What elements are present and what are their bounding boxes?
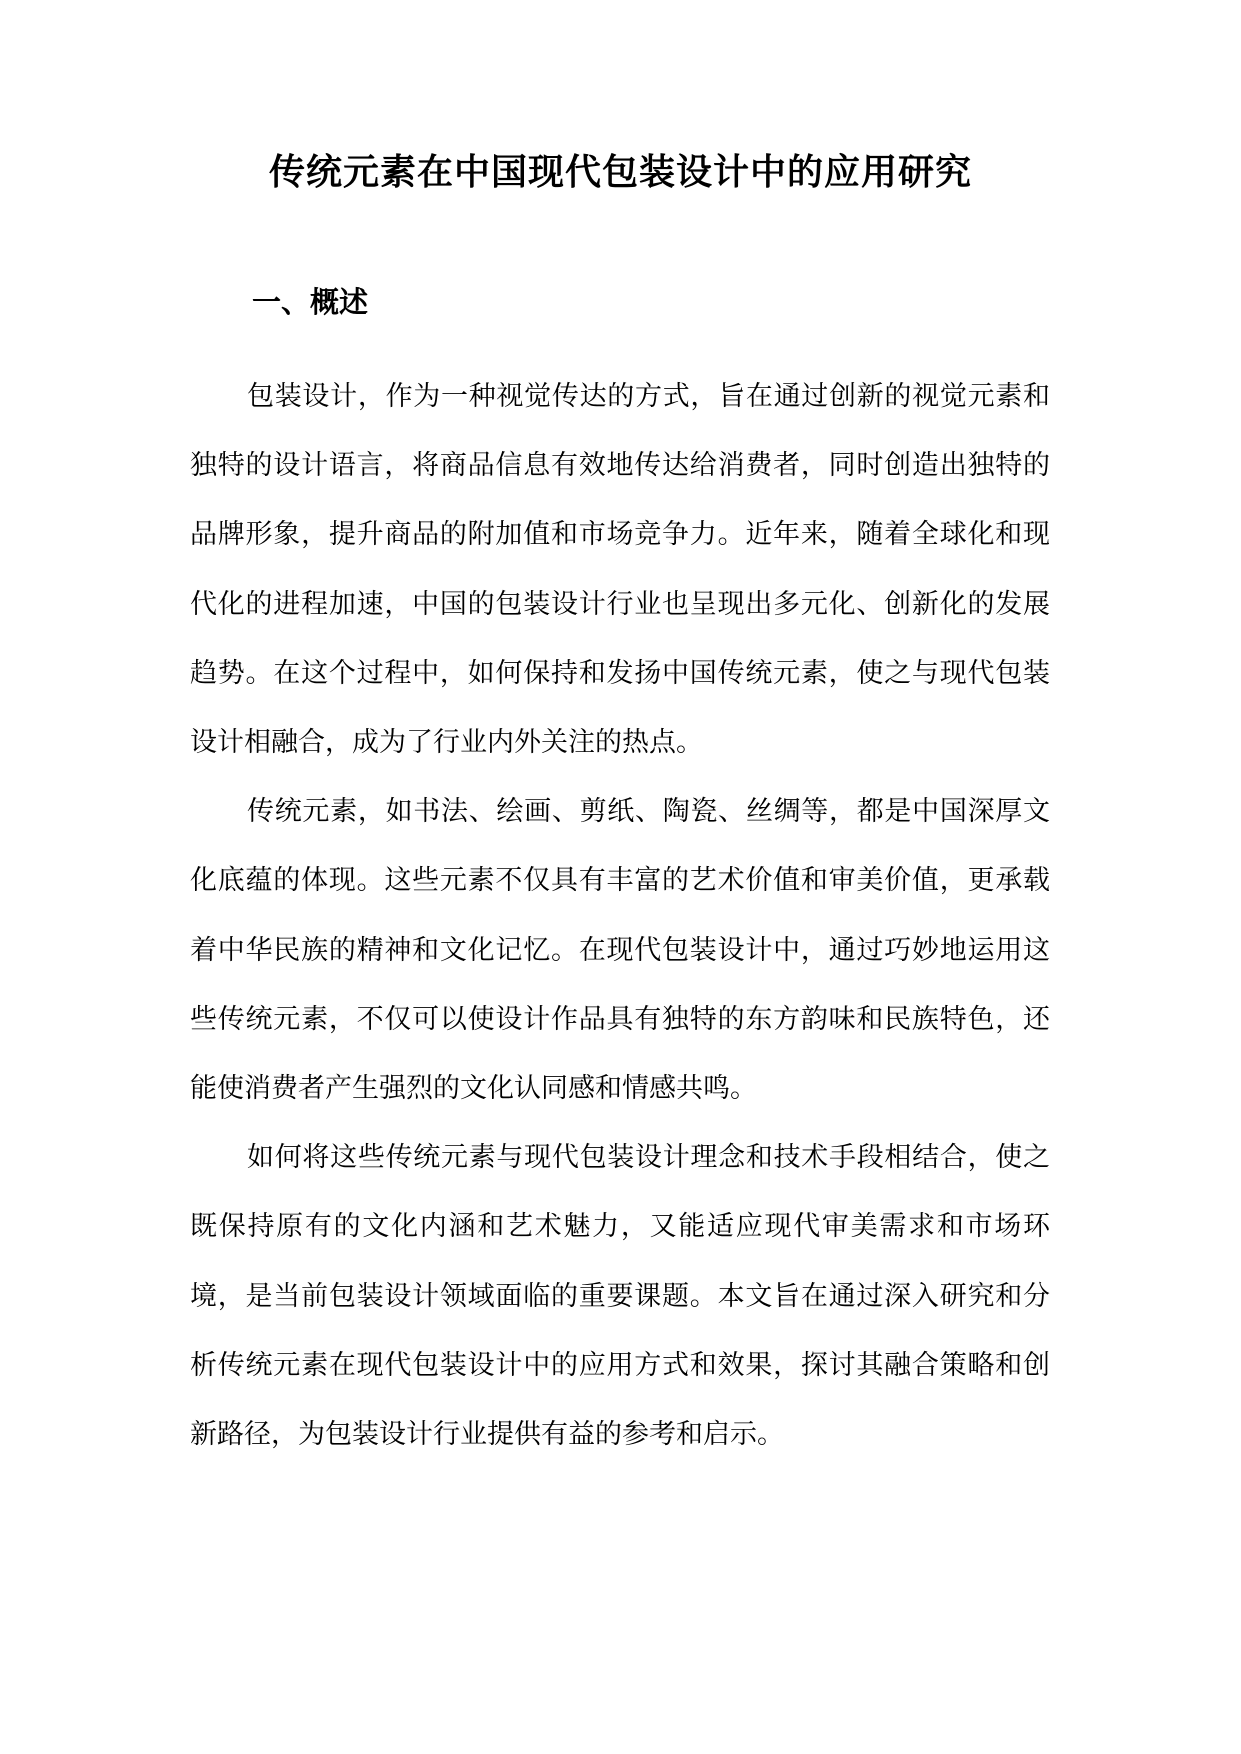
section-heading: 一、概述 <box>252 285 369 319</box>
paragraph-3: 如何将这些传统元素与现代包装设计理念和技术手段相结合，使之既保持原有的文化内涵和艺术魅力，又能适应现代审美需求和市场环境，是当前包装设计领域面临的重要课题。本文旨在通过深入研究和分析传统元素在现代包装设计中的应用方式和效果，探讨其融合策略和创新路径，为包装设计行业提供有益的参考和启示。 <box>190 1142 1050 1451</box>
document-title: 传统元素在中国现代包装设计中的应用研究 <box>268 152 972 193</box>
document-body <box>190 362 1050 1469</box>
paragraph-2: 传统元素，如书法、绘画、剪纸、陶瓷、丝绸等，都是中国深厚文化底蕴的体现。这些元素不仅具有丰富的艺术价值和审美价值，更承载着中华民族的精神和文化记忆。在现代包装设计中，通过巧妙地运用这些传统元素，不仅可以使设计作品具有独特的东方韵味和民族特色，还能使消费者产生强烈的文化认同感和情感共鸣。 <box>190 796 1050 1105</box>
paragraph-1: 包装设计，作为一种视觉传达的方式，旨在通过创新的视觉元素和独特的设计语言，将商品信息有效地传达给消费者，同时创造出独特的品牌形象，提升商品的附加值和市场竞争力。近年来，随着全球化和现代化的进程加速，中国的包装设计行业也呈现出多元化、创新化的发展趋势。在这个过程中，如何保持和发扬中国传统元素，使之与现代包装设计相融合，成为了行业内外关注的热点。 <box>190 381 1050 759</box>
